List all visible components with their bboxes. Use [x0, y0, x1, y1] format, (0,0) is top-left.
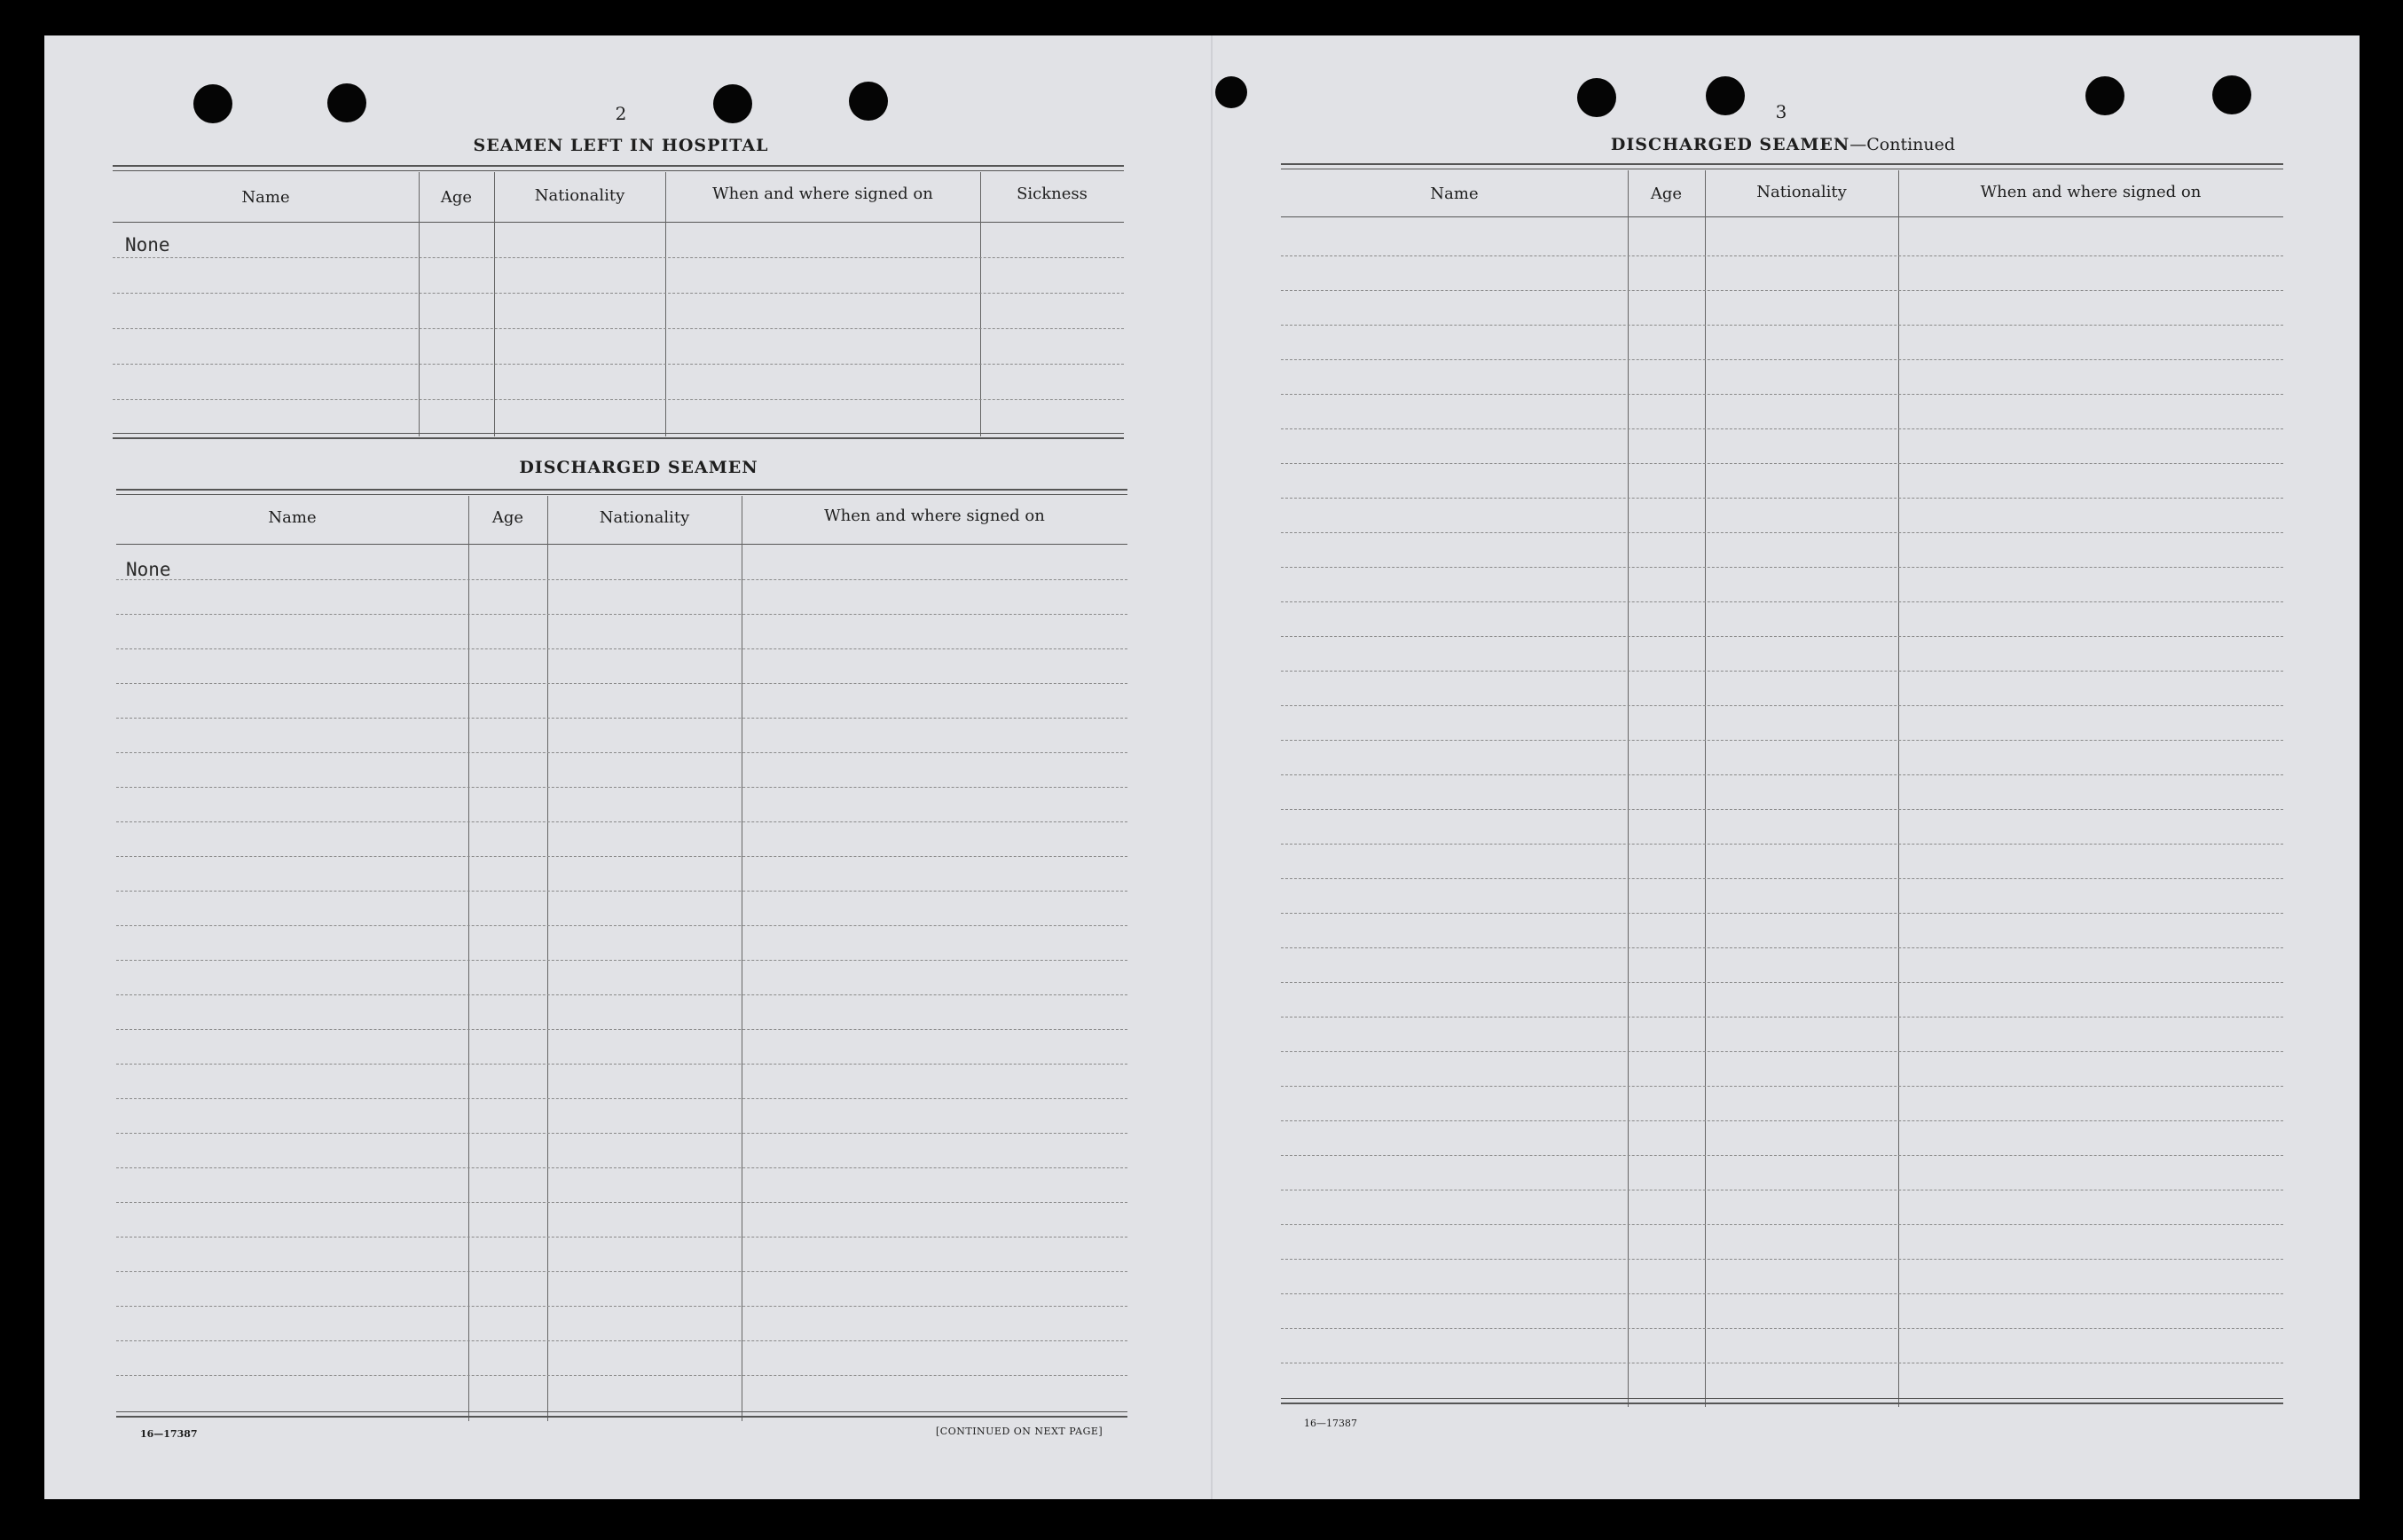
- row-line: [1281, 290, 2283, 291]
- row-line: [1281, 1086, 2283, 1087]
- punch-hole: [1215, 76, 1247, 108]
- column-divider: [665, 172, 666, 436]
- row-line: [116, 614, 1127, 615]
- hospital-entry: None: [125, 234, 170, 255]
- table-header-rule: [116, 544, 1127, 545]
- row-line: [113, 399, 1124, 400]
- continued-note: [CONTINUED ON NEXT PAGE]: [936, 1426, 1103, 1437]
- row-line: [1281, 601, 2283, 602]
- row-line: [1281, 1017, 2283, 1018]
- punch-hole: [193, 84, 232, 123]
- table-header-rule: [1281, 216, 2283, 217]
- row-line: [116, 718, 1127, 719]
- column-header-age: Age: [440, 188, 473, 207]
- row-line: [1281, 255, 2283, 256]
- row-line: [1281, 1120, 2283, 1121]
- column-header-age: Age: [1650, 185, 1683, 203]
- row-line: [116, 856, 1127, 857]
- row-line: [116, 994, 1127, 995]
- row-line: [116, 1237, 1127, 1238]
- row-line: [1281, 844, 2283, 845]
- row-line: [116, 1202, 1127, 1203]
- row-line: [113, 257, 1124, 258]
- row-line: [116, 891, 1127, 892]
- page-number: 2: [615, 103, 627, 124]
- column-header-signed-on: When and where signed on: [712, 185, 933, 203]
- row-line: [116, 787, 1127, 788]
- column-header-name: Name: [1430, 185, 1479, 203]
- row-line: [116, 1029, 1127, 1030]
- title-text: DISCHARGED SEAMEN: [1610, 135, 1850, 154]
- column-header-nationality: Nationality: [599, 508, 690, 527]
- row-line: [116, 579, 1127, 580]
- row-line: [1281, 1051, 2283, 1052]
- row-line: [116, 1167, 1127, 1168]
- column-header-nationality: Nationality: [1756, 183, 1847, 201]
- punch-hole: [849, 82, 888, 121]
- punch-hole: [713, 84, 752, 123]
- column-header-age: Age: [491, 508, 524, 527]
- row-line: [1281, 394, 2283, 395]
- row-line: [1281, 705, 2283, 706]
- form-number: 16—17387: [140, 1428, 198, 1440]
- row-line: [113, 328, 1124, 329]
- row-line: [1281, 671, 2283, 672]
- table-top-rule: [116, 489, 1127, 495]
- row-line: [113, 364, 1124, 365]
- table-bottom-rule: [1281, 1398, 2283, 1404]
- page-number: 3: [1775, 101, 1787, 122]
- column-header-nationality: Nationality: [534, 186, 625, 205]
- row-line: [1281, 498, 2283, 499]
- table-bottom-rule: [116, 1411, 1127, 1418]
- punch-hole: [2085, 76, 2124, 115]
- row-line: [116, 1375, 1127, 1376]
- row-line: [1281, 913, 2283, 914]
- column-divider: [980, 172, 981, 436]
- row-line: [1281, 1259, 2283, 1260]
- column-divider: [547, 496, 548, 1421]
- title-suffix: —Continued: [1849, 135, 1956, 154]
- row-line: [1281, 567, 2283, 568]
- discharged-continued-table: [1281, 163, 2283, 1407]
- page-fold: [1211, 35, 1213, 1499]
- punch-hole: [2212, 75, 2251, 114]
- row-line: [113, 293, 1124, 294]
- form-number: 16—17387: [1304, 1418, 1357, 1429]
- row-line: [116, 1064, 1127, 1065]
- discharged-continued-title: [1588, 135, 1978, 154]
- row-line: [116, 1340, 1127, 1341]
- column-divider: [468, 496, 469, 1421]
- column-divider: [494, 172, 495, 436]
- row-line: [1281, 809, 2283, 810]
- discharged-section-title: DISCHARGED SEAMEN: [519, 458, 758, 477]
- row-line: [116, 925, 1127, 926]
- column-divider: [1898, 170, 1899, 1407]
- row-line: [116, 1271, 1127, 1272]
- row-line: [1281, 325, 2283, 326]
- hospital-section-title: SEAMEN LEFT IN HOSPITAL: [473, 136, 769, 155]
- column-header-name: Name: [241, 188, 290, 207]
- row-line: [1281, 982, 2283, 983]
- column-divider: [1628, 170, 1629, 1407]
- row-line: [116, 821, 1127, 822]
- row-line: [116, 1306, 1127, 1307]
- punch-hole: [327, 83, 366, 122]
- row-line: [116, 1133, 1127, 1134]
- row-line: [116, 1098, 1127, 1099]
- row-line: [1281, 1328, 2283, 1329]
- column-header-sickness: Sickness: [1017, 185, 1088, 203]
- column-header-name: Name: [268, 508, 317, 527]
- row-line: [116, 752, 1127, 753]
- punch-hole: [1577, 78, 1616, 117]
- row-line: [116, 648, 1127, 649]
- punch-hole: [1706, 76, 1745, 115]
- row-line: [1281, 532, 2283, 533]
- row-line: [1281, 740, 2283, 741]
- table-top-rule: [1281, 163, 2283, 169]
- column-header-signed-on: When and where signed on: [824, 507, 1045, 525]
- row-line: [1281, 463, 2283, 464]
- row-line: [1281, 878, 2283, 879]
- discharged-entry: None: [126, 559, 171, 580]
- column-divider: [1705, 170, 1706, 1407]
- table-bottom-rule: [113, 433, 1124, 439]
- table-top-rule: [113, 165, 1124, 171]
- row-line: [1281, 1155, 2283, 1156]
- row-line: [1281, 774, 2283, 775]
- row-line: [1281, 947, 2283, 948]
- column-header-signed-on: When and where signed on: [1980, 183, 2202, 201]
- column-divider: [419, 172, 420, 436]
- row-line: [1281, 428, 2283, 429]
- table-header-rule: [113, 222, 1124, 223]
- discharged-table: [116, 489, 1127, 1421]
- row-line: [116, 683, 1127, 684]
- row-line: [1281, 636, 2283, 637]
- row-line: [116, 960, 1127, 961]
- row-line: [1281, 359, 2283, 360]
- row-line: [1281, 1224, 2283, 1225]
- row-line: [1281, 1293, 2283, 1294]
- hospital-table: [113, 165, 1124, 436]
